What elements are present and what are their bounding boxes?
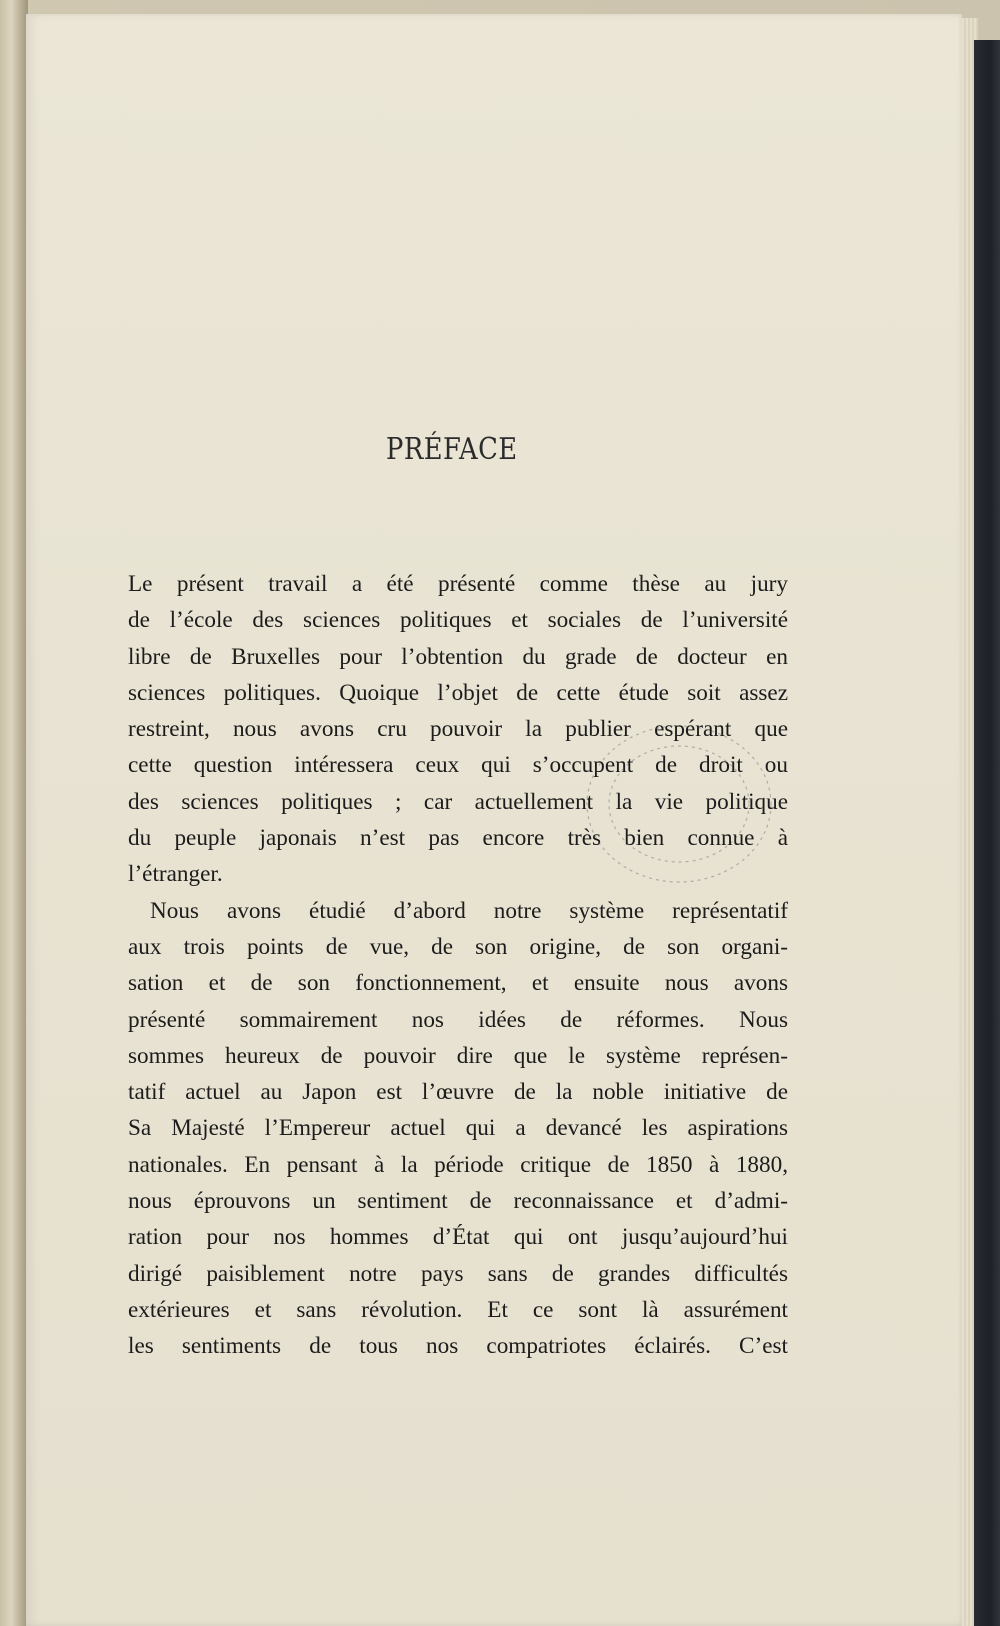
text-line: les sentiments de tous nos compatriotes éclairés. C’est	[128, 1333, 788, 1360]
text-line: aux trois points de vue, de son origine, de son organi-	[128, 933, 788, 960]
text-line: dirigé paisiblement notre pays sans de grandes difficultés	[128, 1260, 788, 1287]
text-line: Nous avons étudié d’abord notre système représentatif	[150, 897, 788, 924]
text-line: cette question intéressera ceux qui s’occupent de droit ou	[128, 752, 788, 779]
text-line: nationales. En pensant à la période critique de 1850 à 1880,	[128, 1151, 788, 1178]
book-cover-edge	[974, 40, 1000, 1626]
text-line: sation et de son fonctionnement, et ensuite nous avons	[128, 970, 788, 997]
text-line: présenté sommairement nos idées de réformes. Nous	[128, 1006, 788, 1033]
text-line: Sa Majesté l’Empereur actuel qui a devancé les aspirations	[128, 1115, 788, 1142]
text-line: Le présent travail a été présenté comme thèse au jury	[128, 571, 788, 597]
text-line: sommes heureux de pouvoir dire que le système représen-	[128, 1042, 788, 1069]
text-line: extérieures et sans révolution. Et ce sont là assurément	[128, 1296, 788, 1323]
text-line: des sciences politiques ; car actuellement la vie politique	[128, 788, 788, 815]
page-title: PRÉFACE	[386, 432, 518, 467]
book-binding	[0, 0, 28, 1626]
text-line: nous éprouvons un sentiment de reconnaissance et d’admi-	[128, 1188, 788, 1215]
text-line: l’étranger.	[128, 861, 223, 888]
text-line: restreint, nous avons cru pouvoir la publier espérant que	[128, 716, 788, 743]
text-line: libre de Bruxelles pour l’obtention du grade de docteur en	[128, 643, 788, 670]
text-line: tatif actuel au Japon est l’œuvre de la noble initiative de	[128, 1079, 788, 1106]
text-line: de l’école des sciences politiques et sociales de l’université	[128, 607, 788, 634]
text-line: sciences politiques. Quoique l’objet de cette étude soit assez	[128, 679, 788, 706]
text-line: du peuple japonais n’est pas encore très bien connue à	[128, 825, 788, 852]
text-line: ration pour nos hommes d’État qui ont jusqu’aujourd’hui	[128, 1224, 788, 1251]
body-text	[128, 566, 788, 1365]
book-page	[26, 14, 962, 1626]
